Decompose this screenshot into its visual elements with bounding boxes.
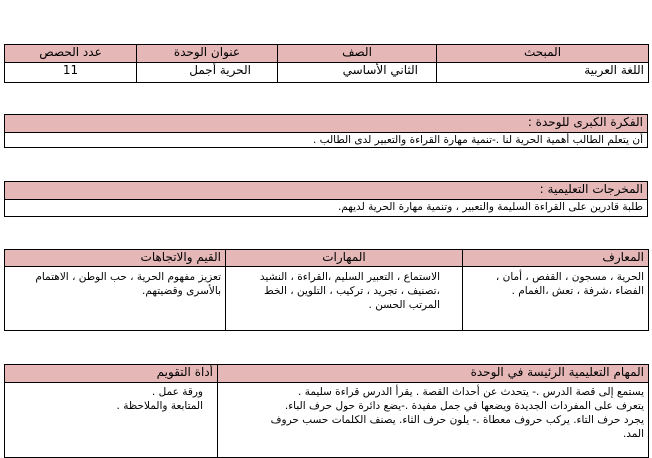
header-values: القيم والاتجاهات: [5, 250, 226, 267]
assessment-cell: [5, 383, 218, 458]
outcomes-text: طلبة قادرين على القراءة السليمة والتعبير ، وتنمية مهارة الحرية لديهم.: [5, 200, 648, 217]
header-subject: المبحث: [437, 45, 649, 63]
skills-cell: [226, 267, 463, 331]
header-assessment: أداة التقويم: [5, 365, 218, 383]
unit-title-value: الحرية أجمل: [137, 63, 278, 83]
header-grade: الصف: [278, 45, 437, 63]
tasks-cell: [218, 383, 649, 458]
knowledge-cell: [463, 267, 649, 331]
subject-value: اللغة العربية: [437, 63, 649, 83]
values-line: تعزيز مفهوم الحرية ، حب الوطن ، الاهتمام: [35, 271, 221, 283]
assessment-line: المتابعة والملاحظة .: [116, 400, 203, 412]
lesson-count-value: 11: [5, 63, 137, 83]
big-idea-title: الفكرة الكبرى للوحدة :: [5, 115, 648, 133]
header-unit-title: عنوان الوحدة: [137, 45, 278, 63]
header-knowledge: المعارف: [463, 250, 649, 267]
grade-value: الثاني الأساسي: [278, 63, 437, 83]
big-idea-table: [4, 114, 648, 148]
task-line: يتعرف على المفردات الجديدة ويضعها في جمل مفيدة .-يضع دائرة حول حرف الباء.: [284, 400, 644, 412]
skills-line: المرتب الحسن .: [368, 299, 440, 311]
skills-line: الاستماع ، التعبير السليم ،القراءة ، النشيد: [259, 271, 440, 283]
values-cell: [5, 267, 226, 331]
skills-line: ،تصنيف ، تجريد ، تركيب ، التلوين ، الخط: [264, 285, 440, 297]
knowledge-skills-values-table: [4, 249, 649, 331]
task-line: يستمع إلى قصة الدرس .- يتحدث عن أحداث القصة . يقرأ الدرس قراءة سليمة .: [298, 386, 644, 398]
unit-info-table: [4, 44, 649, 83]
tasks-assessment-table: [4, 364, 649, 458]
header-skills: المهارات: [226, 250, 463, 267]
header-lesson-count: عدد الحصص: [5, 45, 137, 63]
assessment-line: ورقة عمل .: [151, 386, 203, 398]
outcomes-title: المخرجات التعليمية :: [5, 182, 648, 200]
header-tasks: المهام التعليمية الرئيسة في الوحدة: [218, 365, 649, 383]
task-line: المد.: [622, 428, 644, 440]
task-line: يجرد حرف التاء. يركب حروف معطاة .- يلون حرف الثاء. يصنف الكلمات حسب حروف: [270, 414, 644, 426]
big-idea-text: أن يتعلم الطالب أهمية الحرية لنا .-تنمية مهارة القراءة والتعبير لدى الطالب .: [5, 133, 648, 148]
values-line: بالأسرى وقضيتهم.: [142, 285, 221, 297]
outcomes-table: [4, 181, 648, 217]
knowledge-line: الفضاء ،شرفة ، تعش ،الغمام .: [511, 285, 644, 297]
knowledge-line: الحرية ، مسجون ، القفص ، أمان ،: [495, 271, 644, 283]
